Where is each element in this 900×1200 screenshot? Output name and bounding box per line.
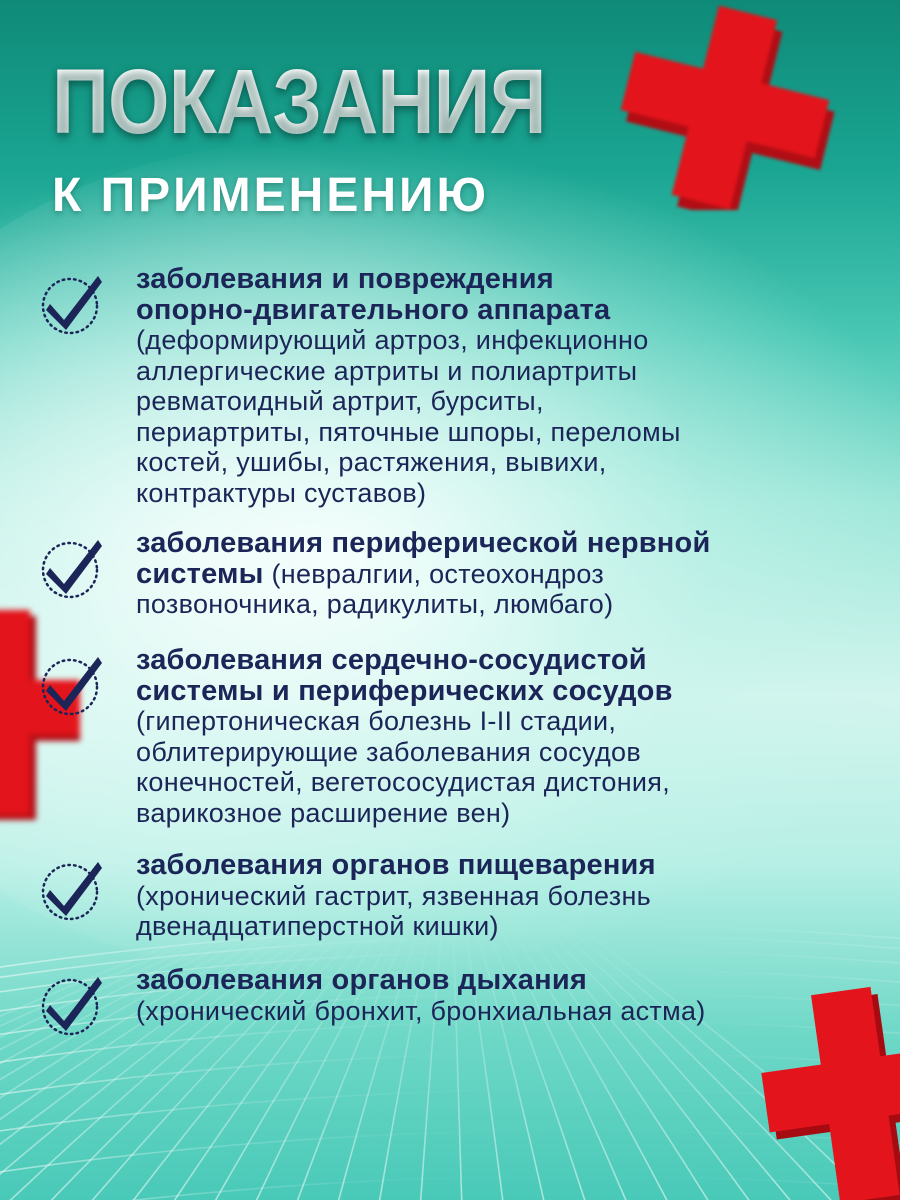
checkmark-icon — [40, 653, 104, 717]
item-body: (хронический гастрит, язвенная болезнь — [136, 880, 652, 911]
item-body: (гипертоническая болезнь I-II стадии, — [136, 706, 617, 736]
title-block — [52, 46, 626, 224]
item-heading: системы — [136, 557, 264, 590]
item-body: ревматоидный артрит, бурситы, — [136, 386, 544, 416]
item-body: костей, ушибы, растяжения, вывихи, — [136, 447, 607, 477]
checkmark-icon — [40, 858, 104, 922]
item-body: (невралгии, остеохондроз — [263, 558, 605, 589]
item-body: двенадцатиперстной кишки) — [136, 911, 499, 941]
red-cross-top-right — [600, 0, 850, 210]
item-text — [136, 965, 856, 1026]
item-heading: заболевания органов пищеварения — [136, 849, 656, 881]
item-body: конечностей, вегетососудистая дистония, — [136, 767, 671, 797]
checkmark-icon — [40, 536, 104, 600]
item-heading: системы и периферических сосудов — [136, 674, 673, 707]
item-body: контрактуры суставов) — [136, 477, 427, 508]
item-text — [136, 645, 856, 828]
item-text — [136, 528, 856, 620]
item-body: (хронический бронхит, бронхиальная астма) — [136, 995, 706, 1026]
item-body: позвоночника, радикулиты, люмбаго) — [136, 589, 614, 619]
item-heading: заболевания органов дыхания — [136, 964, 587, 996]
item-heading: заболевания периферической нервной — [136, 527, 711, 559]
item-heading: опорно-двигательного аппарата — [136, 293, 611, 326]
item-heading: заболевания и повреждения — [136, 263, 554, 295]
page-title: ПОКАЗАНИЯ — [52, 46, 546, 158]
item-body: варикозное расширение вен) — [136, 797, 511, 828]
checkmark-icon — [40, 272, 104, 336]
page-subtitle: К ПРИМЕНЕНИЮ — [52, 169, 489, 222]
item-body: периартриты, пяточные шпоры, переломы — [136, 416, 681, 447]
item-heading: заболевания сердечно-сосудистой — [136, 644, 647, 676]
item-text — [136, 264, 856, 508]
item-body: аллергические артриты и полиартриты — [136, 355, 638, 386]
item-body: (деформирующий артроз, инфекционно — [136, 325, 649, 355]
item-text — [136, 850, 856, 942]
checkmark-icon — [40, 973, 104, 1037]
item-body: облитерирующие заболевания сосудов — [136, 736, 642, 767]
